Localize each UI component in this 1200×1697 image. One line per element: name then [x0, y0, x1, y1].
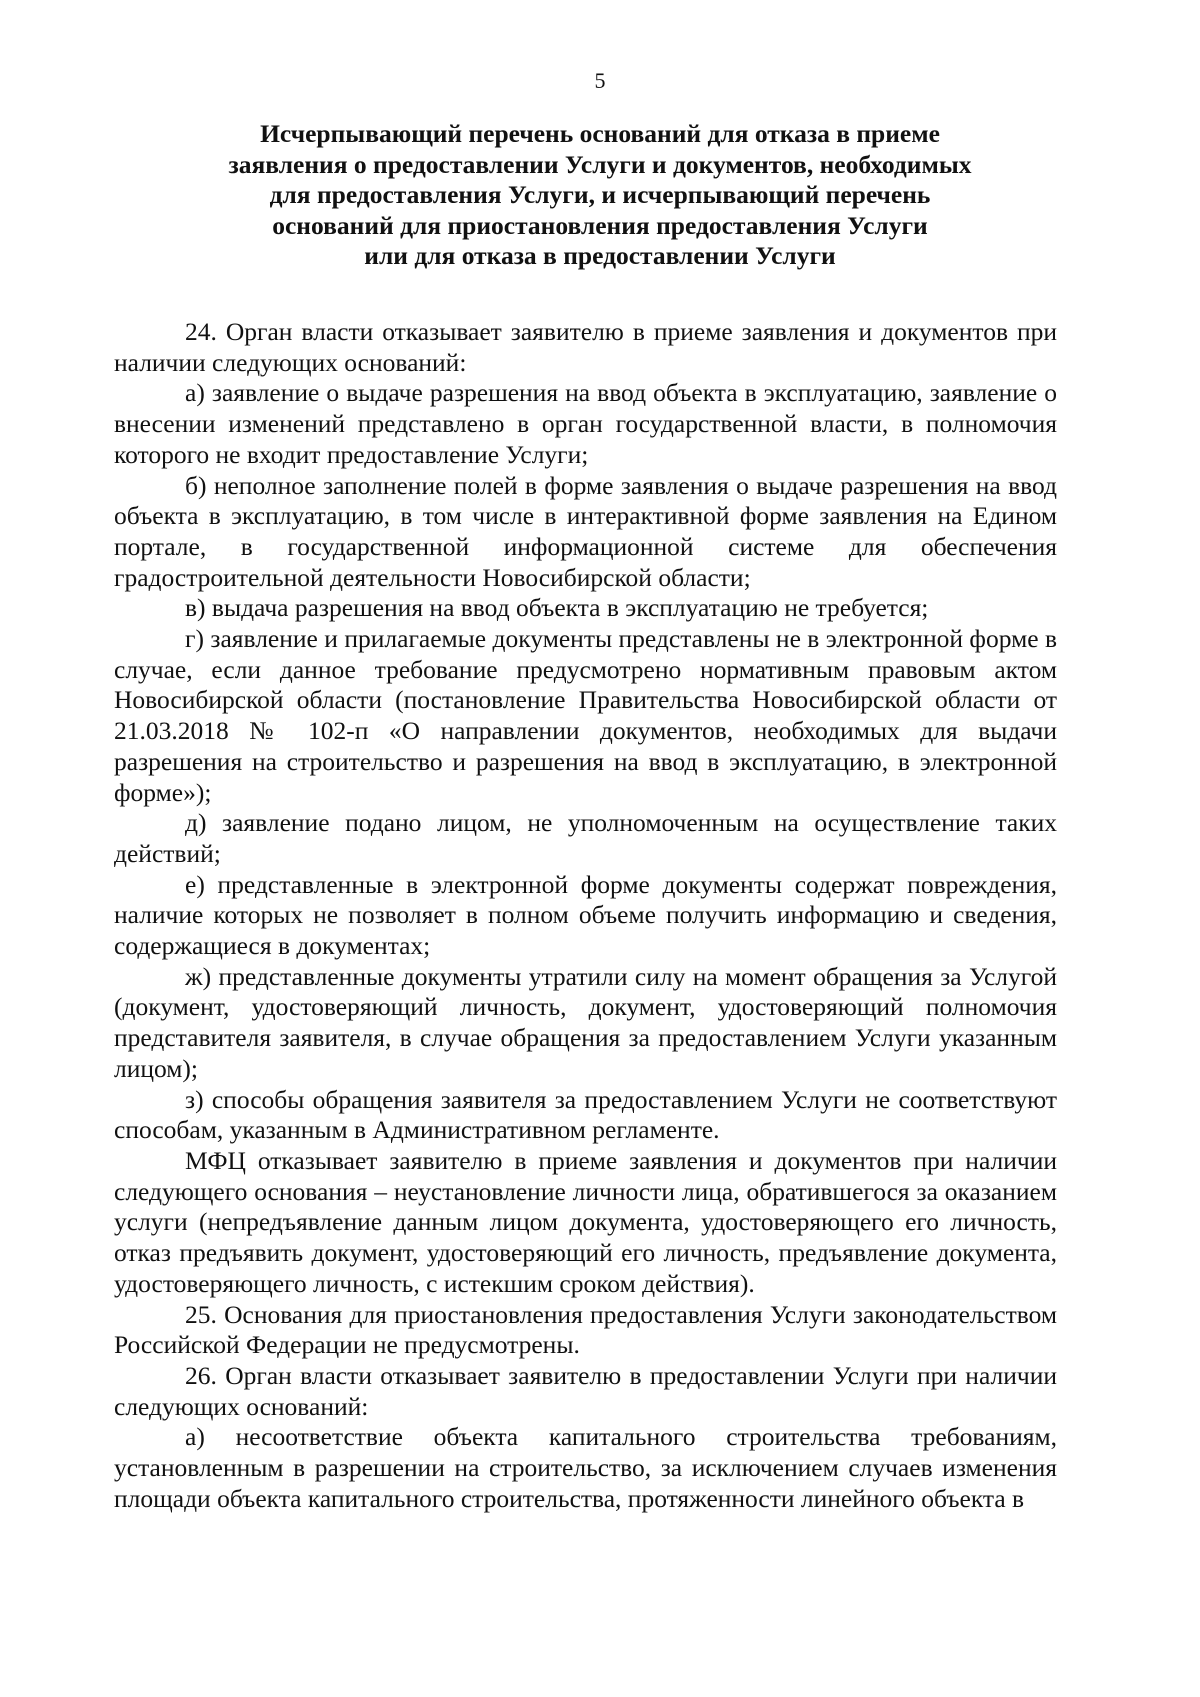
paragraph-24-d: д) заявление подано лицом, не уполномоченным на осуществление таких действий;: [114, 808, 1057, 868]
title-line-3: для предоставления Услуги, и исчерпывающий перечень: [269, 180, 931, 209]
paragraph-26-a: а) несоответствие объекта капитального строительства требованиям, установленным в разрешении на строительство, за исключением случаев изменения площади объекта капитального строительства, протяженности линейного объекта в: [114, 1422, 1057, 1513]
title-line-4: оснований для приостановления предоставления Услуги: [272, 210, 928, 240]
title-line-1: Исчерпывающий перечень оснований для отказа в приеме: [260, 119, 940, 148]
title-line-5: или для отказа в предоставлении Услуги: [364, 241, 836, 270]
section-title: [150, 119, 1050, 272]
paragraph-24-z: з) способы обращения заявителя за предоставлением Услуги не соответствуют способам, указанным в Административном регламенте.: [114, 1084, 1057, 1145]
page-number: 5: [594, 68, 606, 93]
document-body: [114, 317, 1057, 1514]
paragraph-24-e: е) представленные в электронной форме документы содержат повреждения, наличие которых не позволяет в полном объеме получить информацию и сведения, содержащиеся в документах;: [114, 869, 1057, 961]
paragraph-24: 24. Орган власти отказывает заявителю в приеме заявления и документов при наличии следующих оснований:: [114, 317, 1057, 377]
paragraph-24-g: г) заявление и прилагаемые документы представлены не в электронной форме в случае, если данное требование предусмотрено нормативным правовым актом Новосибирской области (постановление Правительства Новосибирской области от 21.03.2018 № 102-п «О направлении документов, необходимых для выдачи разрешения на строительство и разрешения на ввод в эксплуатацию, в электронной форме»);: [114, 624, 1057, 807]
paragraph-25: 25. Основания для приостановления предоставления Услуги законодательством Российской Федерации не предусмотрены.: [114, 1299, 1057, 1360]
paragraph-mfc: МФЦ отказывает заявителю в приеме заявления и документов при наличии следующего основания – неустановление личности лица, обратившегося за оказанием услуги (непредъявление данным лицом документа, удостоверяющего его личность, отказ предъявить документ, удостоверяющий его личность, предъявление документа, удостоверяющего личность, с истекшим сроком действия).: [114, 1145, 1057, 1298]
paragraph-24-a: а) заявление о выдаче разрешения на ввод объекта в эксплуатацию, заявление о внесении изменений представлено в орган государственной власти, в полномочия которого не входит предоставление Услуги;: [114, 378, 1057, 469]
paragraph-24-v: в) выдача разрешения на ввод объекта в эксплуатацию не требуется;: [185, 593, 929, 623]
paragraph-24-zh: ж) представленные документы утратили силу на момент обращения за Услугой (документ, удостоверяющий личность, документ, удостоверяющий полномочия представителя заявителя, в случае обращения за предоставлением Услуги указанным лицом);: [114, 961, 1057, 1083]
title-line-2: заявления о предоставлении Услуги и документов, необходимых: [228, 149, 972, 179]
paragraph-26: 26. Орган власти отказывает заявителю в предоставлении Услуги при наличии следующих оснований:: [114, 1360, 1057, 1421]
paragraph-24-b: б) неполное заполнение полей в форме заявления о выдаче разрешения на ввод объекта в эксплуатацию, в том числе в интерактивной форме заявления на Едином портале, в государственной информационной системе для обеспечения градостроительной деятельности Новосибирской области;: [114, 470, 1057, 592]
